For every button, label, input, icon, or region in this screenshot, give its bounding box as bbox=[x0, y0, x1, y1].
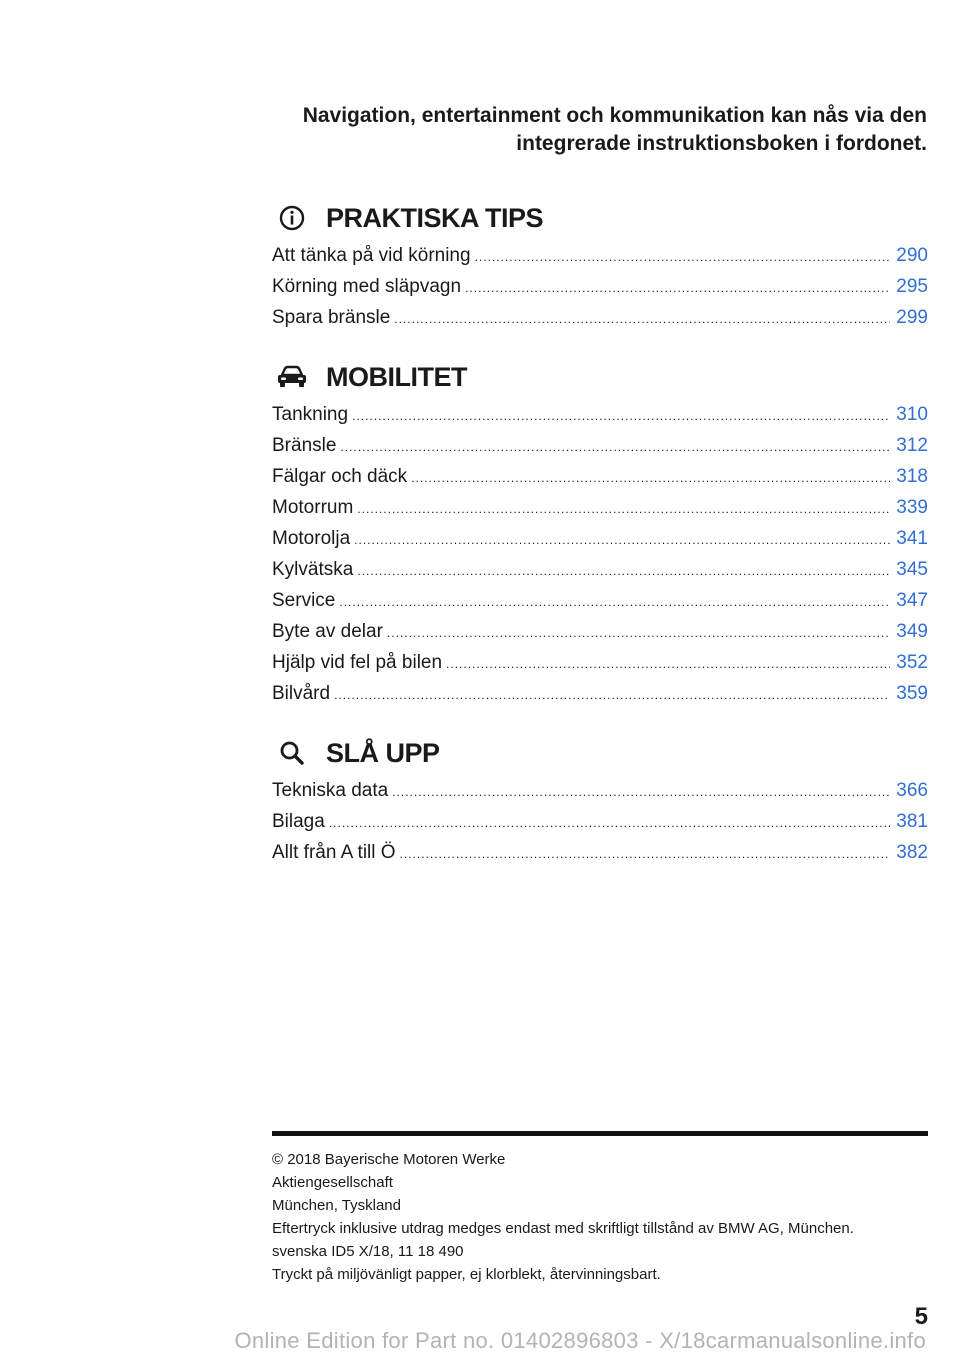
toc-label: Att tänka på vid körning bbox=[272, 245, 471, 266]
toc-entry[interactable] bbox=[272, 523, 928, 554]
leader-dots bbox=[465, 273, 890, 304]
page-header bbox=[227, 102, 927, 158]
section-title: SLÅ UPP bbox=[326, 737, 440, 768]
leader-dots bbox=[357, 556, 890, 587]
watermark-edition: Online Edition for Part no. 01402896803 - X/18 bbox=[234, 1328, 706, 1353]
toc-page-link[interactable]: 318 bbox=[896, 466, 928, 487]
toc-entry[interactable] bbox=[272, 616, 928, 647]
section-title: PRAKTISKA TIPS bbox=[326, 202, 544, 233]
section-sla-upp bbox=[272, 731, 928, 868]
imprint-line: Eftertryck inklusive utdrag medges endast med skriftligt tillstånd av BMW AG, München. bbox=[272, 1220, 854, 1237]
leader-dots bbox=[400, 839, 891, 870]
section-title: MOBILITET bbox=[326, 361, 467, 392]
leader-dots bbox=[340, 432, 890, 463]
search-icon bbox=[272, 738, 312, 768]
toc-entry[interactable] bbox=[272, 271, 928, 302]
toc-entry[interactable] bbox=[272, 775, 928, 806]
leader-dots bbox=[334, 680, 890, 711]
toc-page-link[interactable]: 312 bbox=[896, 435, 928, 456]
leader-dots bbox=[387, 618, 890, 649]
imprint bbox=[272, 1148, 928, 1286]
info-icon bbox=[272, 203, 312, 233]
toc-entry[interactable] bbox=[272, 240, 928, 271]
leader-dots bbox=[352, 401, 890, 432]
imprint-line: München, Tyskland bbox=[272, 1197, 401, 1214]
toc-label: Service bbox=[272, 590, 336, 611]
toc-page-link[interactable]: 366 bbox=[896, 780, 928, 801]
page-number: 5 bbox=[914, 1303, 928, 1330]
footer-divider bbox=[272, 1131, 928, 1136]
leader-dots bbox=[392, 777, 890, 808]
imprint-line: Aktiengesellschaft bbox=[272, 1174, 393, 1191]
toc-page-link[interactable]: 339 bbox=[896, 497, 928, 518]
toc-entry[interactable] bbox=[272, 430, 928, 461]
toc-label: Tankning bbox=[272, 404, 349, 425]
leader-dots bbox=[475, 242, 891, 273]
leader-dots bbox=[329, 808, 890, 839]
leader-dots bbox=[357, 494, 890, 525]
toc-page-link[interactable]: 352 bbox=[896, 652, 928, 673]
toc-entry[interactable] bbox=[272, 647, 928, 678]
toc-entry[interactable] bbox=[272, 837, 928, 868]
toc-page-link[interactable]: 382 bbox=[896, 842, 928, 863]
toc-label: Bilaga bbox=[272, 811, 325, 832]
header-line-2: integrerade instruktionsboken i fordonet. bbox=[516, 132, 927, 155]
toc-page-link[interactable]: 345 bbox=[896, 559, 928, 580]
toc-page-link[interactable]: 295 bbox=[896, 276, 928, 297]
imprint-line: © 2018 Bayerische Motoren Werke bbox=[272, 1151, 506, 1168]
toc-label: Hjälp vid fel på bilen bbox=[272, 652, 443, 673]
toc-page-link[interactable]: 341 bbox=[896, 528, 928, 549]
section-heading bbox=[272, 355, 928, 399]
car-icon bbox=[272, 362, 312, 392]
toc-page-link[interactable]: 359 bbox=[896, 683, 928, 704]
leader-dots bbox=[354, 525, 890, 556]
toc-entry[interactable] bbox=[272, 806, 928, 837]
toc-entry[interactable] bbox=[272, 585, 928, 616]
toc-entry[interactable] bbox=[272, 461, 928, 492]
toc-entry[interactable] bbox=[272, 399, 928, 430]
imprint-line: svenska ID5 X/18, 11 18 490 bbox=[272, 1243, 464, 1260]
toc-label: Kylvätska bbox=[272, 559, 354, 580]
watermark-link[interactable]: carmanualsonline.info bbox=[705, 1328, 926, 1353]
toc-page-link[interactable]: 347 bbox=[896, 590, 928, 611]
toc-label: Allt från A till Ö bbox=[272, 842, 396, 863]
toc-label: Bränsle bbox=[272, 435, 337, 456]
toc-label: Tekniska data bbox=[272, 780, 389, 801]
toc-label: Motorolja bbox=[272, 528, 351, 549]
toc-entry[interactable] bbox=[272, 492, 928, 523]
leader-dots bbox=[339, 587, 890, 618]
section-heading bbox=[272, 731, 928, 775]
toc-label: Fälgar och däck bbox=[272, 466, 408, 487]
toc-page-link[interactable]: 290 bbox=[896, 245, 928, 266]
section-mobilitet bbox=[272, 355, 928, 709]
toc-label: Motorrum bbox=[272, 497, 354, 518]
header-line-1: Navigation, entertainment och kommunikation kan nås via den bbox=[302, 104, 927, 127]
toc-page-link[interactable]: 310 bbox=[896, 404, 928, 425]
toc-entry[interactable] bbox=[272, 302, 928, 333]
imprint-line: Tryckt på miljövänligt papper, ej klorblekt, återvinningsbart. bbox=[272, 1266, 661, 1283]
toc-label: Körning med släpvagn bbox=[272, 276, 462, 297]
toc-entry[interactable] bbox=[272, 554, 928, 585]
leader-dots bbox=[411, 463, 890, 494]
watermark bbox=[0, 1328, 960, 1354]
toc-page-link[interactable]: 381 bbox=[896, 811, 928, 832]
section-heading bbox=[272, 196, 928, 240]
toc-entry[interactable] bbox=[272, 678, 928, 709]
toc-page-link[interactable]: 349 bbox=[896, 621, 928, 642]
toc-label: Spara bränsle bbox=[272, 307, 391, 328]
toc-page-link[interactable]: 299 bbox=[896, 307, 928, 328]
section-praktiska-tips bbox=[272, 196, 928, 333]
toc-label: Byte av delar bbox=[272, 621, 383, 642]
leader-dots bbox=[394, 304, 890, 335]
leader-dots bbox=[446, 649, 890, 680]
toc-label: Bilvård bbox=[272, 683, 331, 704]
